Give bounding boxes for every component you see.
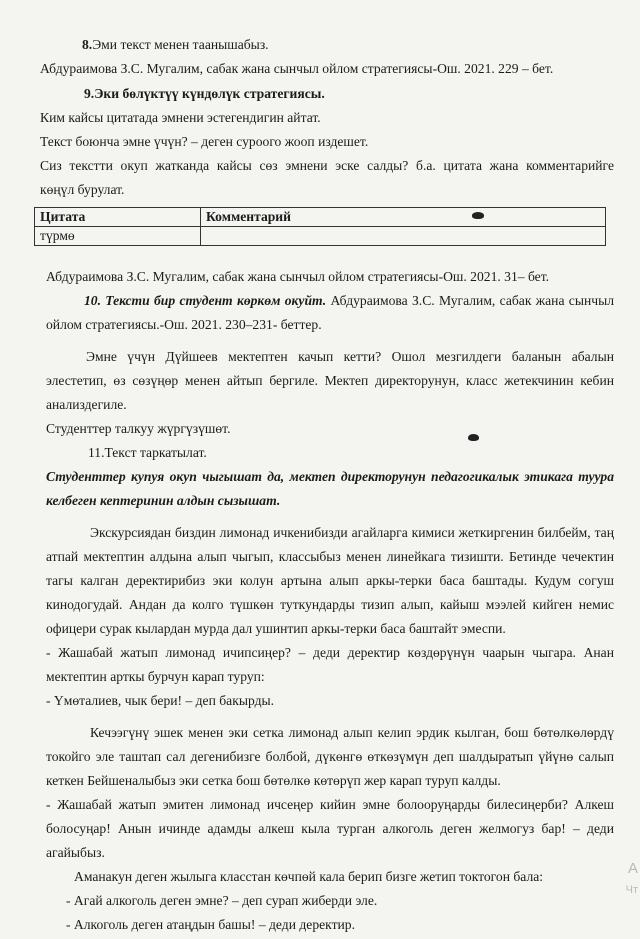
paragraph-line: Студенттер талкуу жүргүзүшөт.: [46, 421, 231, 436]
item-8-text: Эми текст менен таанышабыз.: [92, 37, 269, 52]
story-line: атпай мектептин алдына алып чыгып, классыбыз менен линейкага тизишти. Бетинде чечектин: [46, 549, 614, 564]
story-line: - Агай алкоголь деген эмне? – деп сурап жиберди эле.: [66, 893, 378, 908]
story-line: агайыбыз.: [46, 845, 105, 860]
table-header-row: [35, 208, 606, 227]
story-line: Аманакун деген жылыга класстан көчпөй кала берип бизге жетип токтогон бала:: [74, 869, 544, 884]
paragraph-line: Ким кайсы цитатада эмнени эстегендигин айтат.: [40, 110, 321, 125]
table-header-quote: Цитата: [35, 208, 201, 227]
paragraph-line: келбеген кептеринин алдын сызышат.: [46, 493, 281, 508]
item-10-citation: Абдураимова З.С. Мугалим, сабак жана сынчыл: [326, 293, 614, 308]
citation-1: Абдураимова З.С. Мугалим, сабак жана сынчыл ойлом стратегиясы-Ош. 2021. 229 – бет.: [40, 61, 554, 76]
story-line: токойго эле таштап сал дегенибизге болбой, дүкөнгө өткөзүмүн деп шалдыратып үйүнө салып: [46, 749, 614, 764]
item-10-line: [84, 293, 614, 309]
edge-text-b: Чт: [625, 884, 638, 896]
story-line: - Жашабай жатып лимонад ичипсиңер? – деди деректир көздөрүнүн чаарын чыгара. Анан: [46, 645, 614, 660]
paragraph-line: элестетип, өз сөзүңөр менен айтып бергиле. Мектеп директорунун, класс жетекчинин кебин: [46, 373, 614, 388]
paragraph-line: көңүл бурулат.: [40, 182, 125, 197]
story-line: - Жашабай жатып эмитен лимонад ичсеңер кийин эмне болооруңарды билесиңерби? Алкеш: [46, 797, 614, 812]
story-line: кеткен Бейшеналыбыз эки сетка бош бөтөлкө көтөрүп жер карап туруп калды.: [46, 773, 501, 788]
item-8-number: 8.: [82, 37, 93, 52]
story-line: - Алкоголь деген атаңдын башы! – деди деректир.: [66, 917, 355, 932]
double-entry-table: [34, 207, 606, 246]
story-line: Кечээгүнү эшек менен эки сетка лимонад алып келип эрдик кылган, бош бөтөлкөлөрдү: [90, 725, 614, 740]
table-cell-comment: [201, 227, 606, 246]
item-8-line: [82, 37, 269, 53]
paragraph-line: Эмне үчүн Дүйшеев мектептен качып кетти? Ошол мезгилдеги баланын абалын: [86, 349, 614, 364]
story-line: болосуңар! Анын ичинде адамды алкеш кыла турган алкоголь деген желмогуз бар! – деди: [46, 821, 614, 836]
item-9-heading: 9.Эки бөлүктүү күндөлүк стратегиясы.: [84, 86, 325, 101]
scan-speck: [472, 212, 484, 219]
story-line: мектептин арткы бурчун карап туруп:: [46, 669, 265, 684]
story-line: кинодогудай. Андан да колго түшкөн туткундарды тизип алып, кайыш мээлей кийген немис: [46, 597, 614, 612]
citation-2: Абдураимова З.С. Мугалим, сабак жана сынчыл ойлом стратегиясы-Ош. 2021. 31– бет.: [46, 269, 550, 284]
item-11-heading: 11.Текст таркатылат.: [88, 445, 207, 460]
scan-speck: [468, 434, 479, 441]
story-line: офицери сурак кылардан мурда дал ушинтип аркы-терки баса баштайт эмеспи.: [46, 621, 506, 636]
item-10-heading: 10. Тексти бир студент көркөм окуйт.: [84, 293, 327, 308]
story-line: тагы калган деректирибиз эки колун артына алып аркы-терки баса баштады. Кудум согуш: [46, 573, 614, 588]
table-header-comment: Комментарий: [201, 208, 606, 227]
table-cell-quote: түрмө: [35, 227, 201, 246]
table-row: [35, 227, 606, 246]
paragraph-line: Текст боюнча эмне үчүн? – деген суроого жооп издешет.: [40, 134, 369, 149]
paragraph-line: анализдегиле.: [46, 397, 127, 412]
story-line: - Үмөталиев, чык бери! – деп бакырды.: [46, 693, 275, 708]
paragraph-line: Сиз текстти окуп жатканда кайсы сөз эмнени эске салды? б.а. цитата жана комментарийге: [40, 158, 614, 173]
paragraph-line: Студенттер купуя окуп чыгышат да, мектеп директорунун педагогикалык этикага туура: [46, 469, 614, 484]
edge-text-a: А: [627, 860, 638, 877]
story-line: Экскурсиядан биздин лимонад ичкенибизди агайларга кимиси жеткиргенин билбейм, таң: [90, 525, 614, 540]
paragraph-line: ойлом стратегиясы.-Ош. 2021. 230–231- беттер.: [46, 317, 322, 332]
